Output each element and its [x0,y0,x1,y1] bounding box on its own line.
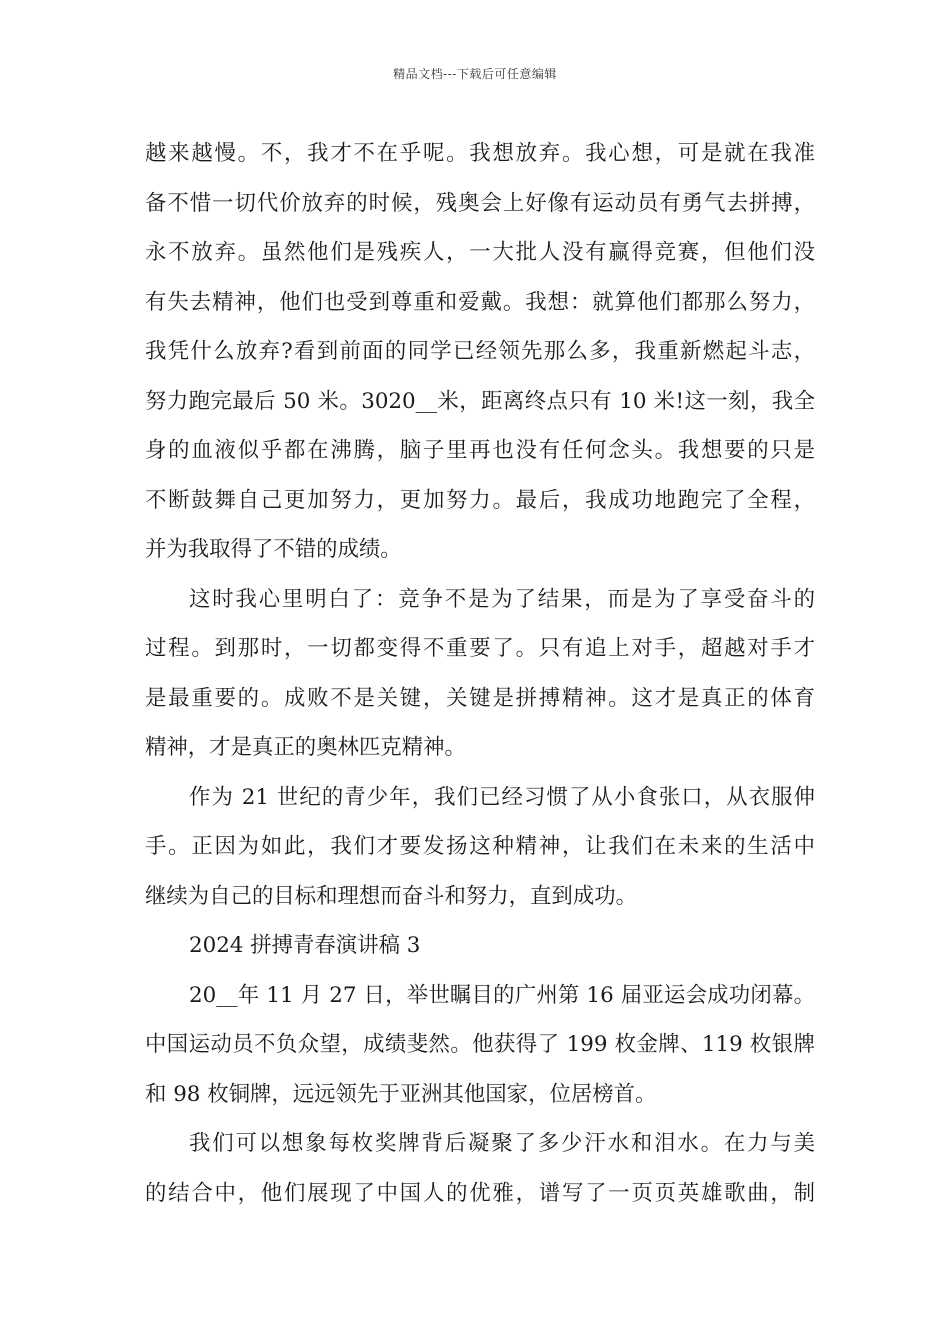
text-line: 努力跑完最后 50 米。3020__米，距离终点只有 10 米!这一刻，我全 [145,388,815,414]
text-line: 是最重要的。成败不是关键，关键是拼搏精神。这才是真正的体育 [145,685,815,711]
page-header: 精品文档---下载后可任意编辑 [393,67,557,81]
section-heading: 2024 拼搏青春演讲稿 3 [189,933,421,958]
text-line: 备不惜一切代价放弃的时候，残奥会上好像有运动员有勇气去拼搏， [145,190,815,216]
text-line: 不断鼓舞自己更加努力，更加努力。最后，我成功地跑完了全程， [145,487,815,513]
text-line: 过程。到那时，一切都变得不重要了。只有追上对手，超越对手才 [145,636,815,661]
text-line: 这时我心里明白了：竞争不是为了结果，而是为了享受奋斗的 [189,586,815,612]
text-line: 作为 21 世纪的青少年，我们已经习惯了从小食张口，从衣服伸 [189,784,815,810]
text-line: 精神，才是真正的奥林匹克精神。 [145,735,466,760]
text-line: 我凭什么放弃?看到前面的同学已经领先那么多，我重新燃起斗志， [145,339,815,364]
text-line: 身的血液似乎都在沸腾，脑子里再也没有任何念头。我想要的只是 [145,438,815,463]
text-line: 手。正因为如此，我们才要发扬这种精神，让我们在未来的生活中 [145,834,815,859]
text-line: 有失去精神，他们也受到尊重和爱戴。我想：就算他们都那么努力， [145,289,815,315]
text-line: 和 98 枚铜牌，远远领先于亚洲其他国家，位居榜首。 [145,1081,657,1107]
document-body [145,129,815,1218]
text-line: 继续为自己的目标和理想而奋斗和努力，直到成功。 [145,883,637,909]
text-line: 并为我取得了不错的成绩。 [145,537,402,562]
text-line: 我们可以想象每枚奖牌背后凝聚了多少汗水和泪水。在力与美 [189,1131,815,1156]
text-line: 中国运动员不负众望，成绩斐然。他获得了 199 枚金牌、119 枚银牌 [145,1032,815,1057]
text-line: 永不放弃。虽然他们是残疾人，一大批人没有赢得竞赛，但他们没 [145,240,815,265]
text-line: 的结合中，他们展现了中国人的优雅，谱写了一页页英雄歌曲，制 [145,1180,815,1206]
text-line: 越来越慢。不，我才不在乎呢。我想放弃。我心想，可是就在我准 [145,141,815,166]
text-line: 20__年 11 月 27 日，举世瞩目的广州第 16 届亚运会成功闭幕。 [189,982,815,1008]
